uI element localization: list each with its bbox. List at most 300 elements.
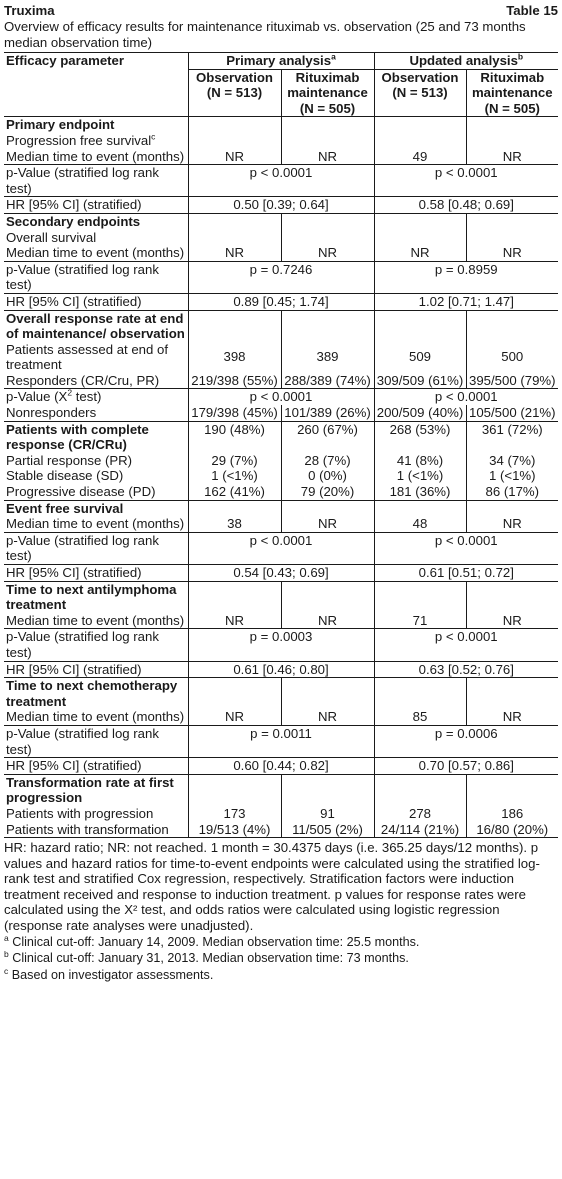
merged-value-cell [188, 661, 374, 678]
merged-value-cell [374, 197, 558, 214]
table-caption: Overview of efficacy results for maintenance rituximab vs. observation (25 and 73 months median observation time) [4, 19, 526, 50]
value-cell [281, 453, 374, 469]
cell-value: p = 0.0003 [249, 629, 313, 645]
cell-value: 309/509 (61%) [376, 372, 464, 388]
merged-value-cell [188, 389, 374, 405]
cell-value: 509 [409, 349, 432, 365]
cell-value: NR [317, 148, 338, 164]
empty-cell [281, 133, 374, 149]
row-label [4, 709, 188, 725]
value-cell [281, 342, 374, 373]
row-label [4, 661, 188, 678]
row-label-text: p-Value (stratified log rank test) [6, 725, 159, 757]
merged-value-cell [188, 197, 374, 214]
table-row [4, 532, 558, 564]
value-cell [281, 405, 374, 421]
cell-value: 105/500 (21%) [469, 405, 556, 421]
merged-value-cell [188, 261, 374, 293]
footnote-text: Based on investigator assessments. [11, 967, 214, 982]
merged-value-cell [374, 389, 558, 405]
section-title [4, 581, 188, 613]
row-label-text: Stable disease (SD) [6, 468, 124, 484]
footnotes [4, 934, 558, 984]
table-row [4, 293, 558, 310]
table-row [4, 661, 558, 678]
value-cell [466, 245, 558, 261]
merged-value-cell [188, 758, 374, 775]
cell-value: 361 (72%) [481, 421, 543, 437]
cell-value: 86 (17%) [485, 484, 540, 500]
ritux-line1: Rituximab [480, 69, 545, 85]
cell-value: 0.70 [0.57; 0.86] [418, 758, 514, 774]
table-row [4, 613, 558, 629]
col-updated-rituximab [466, 69, 558, 117]
cell-value: 173 [223, 805, 246, 821]
section-title-text: Transformation rate at first progression [6, 774, 174, 806]
cell-value: p = 0.7246 [249, 261, 313, 277]
row-label [4, 261, 188, 293]
cell-value: 79 (20%) [300, 484, 355, 500]
section-title-row [4, 310, 558, 342]
ritux-line2: maintenance [287, 85, 368, 101]
empty-cell [466, 213, 558, 229]
row-label-text: Progression free survival [6, 132, 152, 148]
footnote-text: Clinical cut-off: January 14, 2009. Median observation time: 25.5 months. [12, 934, 420, 949]
section-title-row [4, 581, 558, 613]
table-row [4, 373, 558, 389]
empty-cell [374, 500, 466, 516]
value-cell [281, 373, 374, 389]
row-label [4, 484, 188, 500]
row-label [4, 565, 188, 582]
cell-value: NR [317, 612, 338, 628]
col-primary-rituximab [281, 69, 374, 117]
empty-cell [466, 133, 558, 149]
cell-value: NR [502, 148, 522, 164]
section-title-text: Primary endpoint [6, 117, 115, 133]
value-cell [281, 822, 374, 838]
cell-value: 200/509 (40%) [376, 405, 464, 421]
row-label-text: Overall survival [6, 229, 97, 245]
cell-value: p < 0.0001 [249, 165, 313, 181]
merged-value-cell [188, 532, 374, 564]
empty-cell [281, 117, 374, 133]
section-title-row [4, 678, 558, 710]
section-title-row [4, 117, 558, 133]
section-title-row [4, 774, 558, 806]
cell-value: 1.02 [0.71; 1.47] [418, 293, 514, 309]
cell-value: NR [317, 709, 338, 725]
value-cell [188, 421, 281, 453]
efficacy-table-body [4, 117, 558, 838]
section-title [4, 500, 188, 516]
empty-cell [374, 117, 466, 133]
table-row [4, 230, 558, 246]
value-cell [281, 245, 374, 261]
footnote-ref: c [151, 131, 156, 142]
cell-value: 29 (7%) [211, 452, 258, 468]
document-header [4, 3, 558, 19]
table-row [4, 342, 558, 373]
ritux-line2: maintenance [471, 85, 553, 101]
empty-cell [188, 133, 281, 149]
row-label-text: HR [95% CI] (stratified) [6, 661, 142, 677]
section-title-row [4, 500, 558, 516]
cell-value: 1 (<1%) [211, 468, 258, 484]
empty-cell [188, 310, 281, 342]
value-cell [466, 709, 558, 725]
empty-cell [466, 581, 558, 613]
row-label [4, 133, 188, 149]
row-label [4, 629, 188, 661]
merged-value-cell [188, 293, 374, 310]
table-notes: HR: hazard ratio; NR: not reached. 1 month = 30.4375 days (i.e. 365.25 days/12 months). p values and hazard ratios for time-to-event endpoints were calculated using the stratified log-rank test and stratified Cox regression, respectively. Stratification factors were induction treatment received and response to induction treatment. p values for response rates were calculated using the X² test, and odds ratios were calculated using logistic regression (response rate analyses were unadjusted). [4, 840, 540, 934]
merged-value-cell [374, 165, 558, 197]
cell-value: 0.60 [0.44; 0.82] [233, 758, 329, 774]
value-cell [374, 613, 466, 629]
cell-value: 162 (41%) [204, 484, 265, 500]
value-cell [188, 516, 281, 532]
empty-cell [281, 581, 374, 613]
obs-line2: (N = 513) [392, 85, 448, 101]
cell-value: NR [224, 148, 245, 164]
cell-value: 0.50 [0.39; 0.64] [233, 197, 329, 213]
value-cell [374, 245, 466, 261]
cell-value: NR [317, 245, 338, 261]
table-row [4, 245, 558, 261]
value-cell [188, 484, 281, 500]
ritux-line3: (N = 505) [299, 100, 356, 116]
row-label [4, 806, 188, 822]
row-label [4, 468, 188, 484]
value-cell [466, 613, 558, 629]
value-cell [281, 806, 374, 822]
col-updated-analysis [374, 53, 558, 70]
cell-value: 11/505 (2%) [292, 821, 363, 837]
cell-value: NR [224, 245, 245, 261]
row-label-text: Patients assessed at end of treatment [6, 341, 169, 373]
row-label [4, 245, 188, 261]
footnote-mark: a [4, 932, 9, 943]
table-row [4, 484, 558, 500]
empty-cell [188, 213, 281, 229]
row-label [4, 532, 188, 564]
row-label-text: p-Value (stratified log rank test) [6, 532, 159, 564]
table-label: Table 15 [506, 3, 558, 18]
cell-value: NR [502, 516, 522, 532]
empty-cell [188, 678, 281, 710]
empty-cell [374, 310, 466, 342]
footnote [4, 967, 558, 984]
cell-value: 181 (36%) [389, 484, 451, 500]
cell-value: 16/80 (20%) [476, 821, 549, 837]
row-label [4, 453, 188, 469]
row-label-text: p-Value (stratified log rank test) [6, 165, 159, 196]
cell-value: 398 [223, 349, 246, 365]
value-cell [374, 806, 466, 822]
section-title-text: Secondary endpoints [6, 213, 141, 229]
cell-value: 34 (7%) [489, 452, 536, 468]
value-cell [374, 373, 466, 389]
empty-cell [281, 310, 374, 342]
row-label-text: Partial response (PR) [6, 452, 133, 468]
cell-value: 0.58 [0.48; 0.69] [418, 197, 514, 213]
cell-value: 0.61 [0.46; 0.80] [233, 661, 329, 677]
section-title [4, 117, 188, 133]
value-cell [466, 421, 558, 453]
value-cell [374, 342, 466, 373]
merged-value-cell [188, 725, 374, 757]
document-page [4, 3, 558, 983]
table-row [4, 165, 558, 197]
value-cell [188, 822, 281, 838]
footnote [4, 950, 558, 967]
row-label [4, 613, 188, 629]
empty-cell [466, 500, 558, 516]
row-label [4, 373, 188, 389]
row-label [4, 822, 188, 838]
cell-value: p < 0.0001 [249, 532, 313, 548]
row-label-text: Progressive disease (PD) [6, 484, 156, 500]
row-label-text: HR [95% CI] (stratified) [6, 565, 142, 580]
merged-value-cell [374, 261, 558, 293]
value-cell [188, 453, 281, 469]
value-cell [374, 822, 466, 838]
ritux-line1: Rituximab [295, 69, 360, 85]
cell-value: p = 0.0011 [250, 725, 312, 741]
value-cell [188, 149, 281, 165]
row-label-text: Nonresponders [6, 405, 97, 421]
value-cell [374, 421, 466, 453]
superscript: 2 [67, 388, 73, 399]
table-row [4, 197, 558, 214]
empty-cell [188, 117, 281, 133]
cell-value: 0.61 [0.51; 0.72] [418, 565, 514, 580]
empty-cell [374, 678, 466, 710]
merged-value-cell [374, 629, 558, 661]
footnote [4, 934, 558, 951]
empty-cell [374, 581, 466, 613]
value-cell [374, 453, 466, 469]
cell-value: 288/389 (74%) [284, 372, 371, 388]
cell-value: 28 (7%) [304, 452, 351, 468]
section-title-text: Time to next chemotherapy treatment [6, 678, 178, 709]
obs-line2: (N = 513) [206, 85, 263, 101]
cell-value: NR [502, 709, 522, 725]
cell-value: NR [224, 612, 245, 628]
empty-cell [466, 678, 558, 710]
cell-value: NR [317, 516, 338, 532]
section-title-text: Patients with complete response (CR/CRu) [6, 421, 149, 453]
value-cell [281, 149, 374, 165]
footnote-mark: b [4, 948, 9, 959]
cell-value: NR [224, 709, 245, 725]
table-row [4, 405, 558, 421]
table-row [4, 516, 558, 532]
empty-cell [374, 213, 466, 229]
cell-value: 24/114 (21%) [380, 821, 460, 837]
cell-value: p < 0.0001 [249, 389, 313, 405]
section-title-text: Event free survival [6, 500, 124, 516]
row-label-text: p-Value (stratified log rank test) [6, 261, 159, 293]
cell-value: 389 [316, 349, 339, 365]
primary-analysis-sup: a [331, 51, 336, 62]
empty-cell [281, 678, 374, 710]
row-label: p-Value ($X^2$ test) [4, 389, 188, 405]
merged-value-cell [374, 758, 558, 775]
empty-cell [374, 774, 466, 806]
col-efficacy-parameter: Efficacy parameter [4, 53, 188, 117]
table-row [4, 725, 558, 757]
table-row [4, 758, 558, 775]
value-cell [466, 342, 558, 373]
merged-value-cell [374, 565, 558, 582]
value-cell [281, 421, 374, 453]
cell-value: 278 [409, 805, 432, 821]
section-title [4, 774, 188, 806]
empty-cell [188, 774, 281, 806]
cell-value: 49 [412, 148, 428, 164]
cell-value: p < 0.0001 [434, 532, 498, 548]
cell-value: 268 (53%) [389, 421, 451, 437]
table-row [4, 709, 558, 725]
cell-value: 0.63 [0.52; 0.76] [418, 661, 514, 677]
empty-cell [188, 230, 281, 246]
section-title [4, 213, 188, 229]
table-row [4, 149, 558, 165]
cell-value: p < 0.0001 [434, 165, 498, 181]
table-row [4, 822, 558, 838]
cell-value: NR [410, 245, 430, 261]
table-row [4, 261, 558, 293]
empty-cell [466, 774, 558, 806]
row-label [4, 197, 188, 214]
value-cell [188, 806, 281, 822]
value-cell [188, 373, 281, 389]
cell-value: 190 (48%) [204, 421, 265, 437]
product-name: Truxima [4, 3, 55, 18]
obs-line1: Observation [196, 69, 273, 85]
col-primary-observation [188, 69, 281, 117]
value-cell [466, 806, 558, 822]
cell-value: 260 (67%) [297, 421, 358, 437]
value-cell [374, 709, 466, 725]
value-cell [374, 484, 466, 500]
row-label [4, 342, 188, 373]
row-label-text: Median time to event (months) [6, 148, 185, 164]
row-label [4, 516, 188, 532]
table-row [4, 629, 558, 661]
empty-cell [466, 310, 558, 342]
row-label-text: p-Value (stratified log rank test) [6, 629, 159, 660]
row-label-text: Responders (CR/Cru, PR) [6, 372, 160, 388]
cell-value: 219/398 (55%) [191, 372, 278, 388]
table-row [4, 565, 558, 582]
value-cell [374, 516, 466, 532]
value-cell [466, 484, 558, 500]
value-cell [281, 468, 374, 484]
empty-cell [281, 230, 374, 246]
section-title-text: Overall response rate at end of maintenance/ observation [6, 310, 185, 342]
section-title [4, 678, 188, 710]
row-label-text: HR [95% CI] (stratified) [6, 758, 142, 774]
updated-analysis-label: Updated analysis [409, 53, 518, 68]
value-cell [188, 613, 281, 629]
empty-cell [281, 213, 374, 229]
row-label [4, 405, 188, 421]
row-label [4, 230, 188, 246]
row-label-text: Median time to event (months) [6, 516, 185, 532]
row-label-text: HR [95% CI] (stratified) [6, 293, 142, 309]
empty-cell [466, 117, 558, 133]
value-cell [188, 342, 281, 373]
footnote-mark: c [4, 965, 9, 976]
value-cell [466, 822, 558, 838]
cell-value: 38 [227, 516, 242, 532]
efficacy-table [4, 52, 558, 838]
col-primary-analysis [188, 53, 374, 70]
cell-value: NR [502, 245, 522, 261]
row-label [4, 165, 188, 197]
cell-value: 500 [501, 349, 524, 365]
value-cell [281, 484, 374, 500]
merged-value-cell [188, 629, 374, 661]
cell-value: 179/398 (45%) [191, 405, 278, 421]
cell-value: p < 0.0001 [434, 389, 498, 405]
value-cell [374, 149, 466, 165]
section-title [4, 310, 188, 342]
cell-value: p = 0.8959 [434, 261, 498, 277]
section-title-row [4, 421, 558, 453]
empty-cell [281, 774, 374, 806]
value-cell [466, 516, 558, 532]
cell-value: p = 0.0006 [434, 725, 498, 741]
merged-value-cell [374, 725, 558, 757]
cell-value: 0.89 [0.45; 1.74] [233, 293, 329, 309]
value-cell [466, 405, 558, 421]
merged-value-cell [188, 165, 374, 197]
value-cell [188, 405, 281, 421]
cell-value: 48 [412, 516, 428, 532]
cell-value: 41 (8%) [396, 452, 444, 468]
ritux-line3: (N = 505) [484, 100, 540, 116]
section-title-row [4, 213, 558, 229]
value-cell [281, 613, 374, 629]
cell-value: 85 [412, 709, 428, 725]
row-label [4, 758, 188, 775]
row-label-text: Patients with transformation [6, 821, 169, 837]
updated-analysis-sup: b [517, 51, 524, 62]
cell-value: 19/513 (4%) [198, 821, 271, 837]
section-title-text: Time to next antilymphoma treatment [6, 581, 177, 613]
col-updated-observation [374, 69, 466, 117]
merged-value-cell [374, 293, 558, 310]
row-label-text: Median time to event (months) [6, 245, 185, 261]
value-cell [188, 245, 281, 261]
value-cell [374, 405, 466, 421]
table-row [4, 806, 558, 822]
table-row [4, 389, 558, 405]
table-row [4, 133, 558, 149]
row-label [4, 293, 188, 310]
row-label-text: Median time to event (months) [6, 612, 185, 628]
merged-value-cell [188, 565, 374, 582]
merged-value-cell [374, 532, 558, 564]
empty-cell [466, 230, 558, 246]
empty-cell [188, 500, 281, 516]
empty-cell [188, 581, 281, 613]
primary-analysis-label: Primary analysis [226, 53, 332, 68]
